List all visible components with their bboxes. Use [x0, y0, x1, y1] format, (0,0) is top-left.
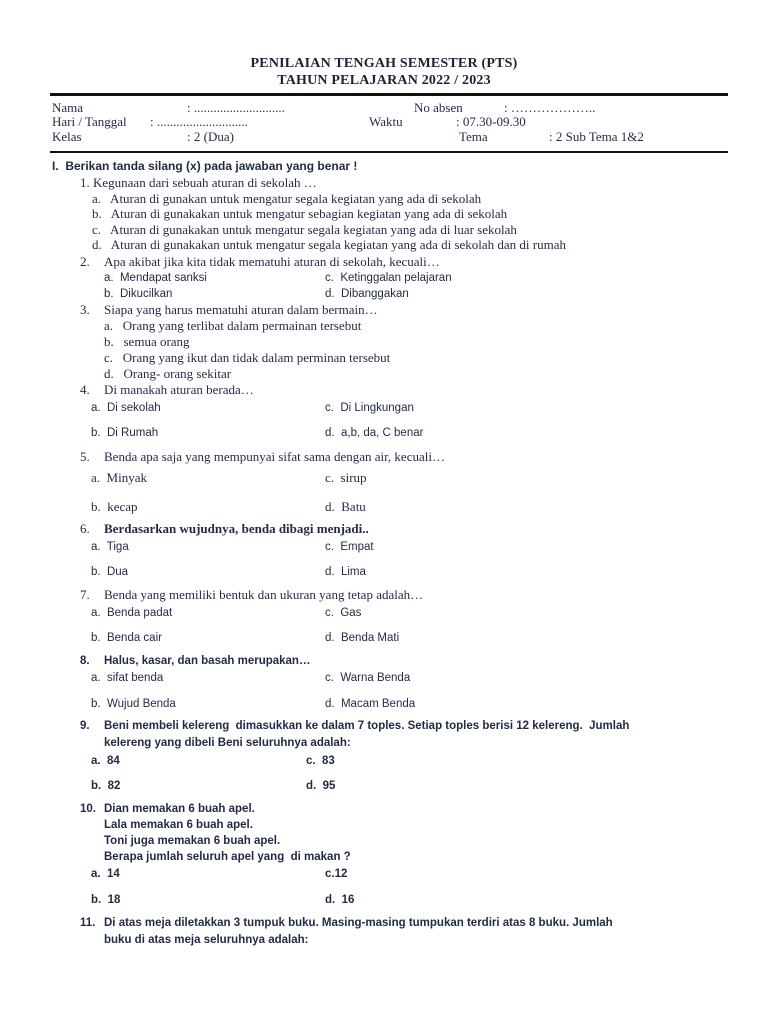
q4-number: 4. [80, 382, 90, 397]
q1-option-c[interactable]: c. Aturan di gunakakan untuk mengatur segala kegiatan yang ada di luar sekolah [92, 222, 517, 237]
q4-option-c[interactable]: c. Di Lingkungan [325, 402, 414, 414]
q6-number: 6. [80, 521, 90, 536]
q8-stem: Halus, kasar, dan basah merupakan… [104, 655, 311, 667]
q9-option-c[interactable]: c. 83 [306, 755, 335, 767]
q10-stem-line-2: Lala memakan 6 buah apel. [104, 819, 253, 831]
q6-option-c[interactable]: c. Empat [325, 541, 374, 553]
q10-stem-line-3: Toni juga memakan 6 buah apel. [104, 835, 281, 847]
q8-option-c[interactable]: c. Warna Benda [325, 672, 411, 684]
q9-stem-line-2: kelereng yang dibeli Beni seluruhnya adalah: [104, 737, 351, 749]
q5-option-a[interactable]: a. Minyak [91, 470, 147, 485]
q7-stem: Benda yang memiliki bentuk dan ukuran yang tetap adalah… [104, 587, 424, 602]
section-instruction: I. Berikan tanda silang (x) pada jawaban yang benar ! [52, 159, 358, 173]
q6-option-a[interactable]: a. Tiga [91, 541, 129, 553]
q10-stem-line-4: Berapa jumlah seluruh apel yang di makan ? [104, 851, 351, 863]
q5-option-b[interactable]: b. kecap [91, 499, 138, 514]
q3-option-a[interactable]: a. Orang yang terlibat dalam permainan tersebut [104, 318, 362, 333]
q2-option-a[interactable]: a. Mendapat sanksi [104, 272, 207, 284]
q7-option-b[interactable]: b. Benda cair [91, 632, 162, 644]
q9-option-d[interactable]: d. 95 [306, 780, 336, 792]
q6-option-b[interactable]: b. Dua [91, 566, 129, 578]
hari-tanggal-field[interactable]: : ............................ [150, 114, 248, 129]
q9-option-b[interactable]: b. 82 [91, 780, 121, 792]
q5-option-c[interactable]: c. sirup [325, 470, 367, 485]
q9-number: 9. [80, 720, 90, 732]
q2-number: 2. [80, 254, 90, 269]
q11-stem-line-2: buku di atas meja seluruhnya adalah: [104, 934, 309, 946]
kelas-value: : 2 (Dua) [187, 129, 234, 144]
q10-stem-line-1: Dian memakan 6 buah apel. [104, 803, 255, 815]
school-year-title: TAHUN PELAJARAN 2022 / 2023 [277, 73, 491, 88]
waktu-value: : 07.30-09.30 [456, 114, 526, 129]
q6-option-d[interactable]: d. Lima [325, 566, 366, 578]
q3-stem: Siapa yang harus mematuhi aturan dalam bermain… [104, 302, 378, 317]
q1-option-d[interactable]: d. Aturan di gunakakan untuk mengatur segala kegiatan yang ada di sekolah dan di rumah [92, 237, 566, 252]
hari-tanggal-label: Hari / Tanggal [52, 114, 127, 129]
q1-option-a[interactable]: a. Aturan di gunakan untuk mengatur segala kegiatan yang ada di sekolah [92, 191, 482, 206]
q1-stem: 1. Kegunaan dari sebuah aturan di sekolah … [80, 175, 317, 190]
q4-option-b[interactable]: b. Di Rumah [91, 427, 159, 439]
q4-option-d[interactable]: d. a,b, da, C benar [325, 427, 424, 439]
q4-stem: Di manakah aturan berada… [104, 382, 254, 397]
q6-stem: Berdasarkan wujudnya, benda dibagi menjadi.. [104, 521, 369, 536]
q7-option-a[interactable]: a. Benda padat [91, 607, 173, 619]
waktu-label: Waktu [369, 114, 403, 129]
q10-option-d[interactable]: d. 16 [325, 894, 355, 906]
nama-label: Nama [52, 100, 84, 115]
q10-option-a[interactable]: a. 14 [91, 868, 120, 880]
kelas-label: Kelas [52, 129, 82, 144]
q2-option-d[interactable]: d. Dibanggakan [325, 288, 409, 300]
q2-stem: Apa akibat jika kita tidak mematuhi aturan di sekolah, kecuali… [104, 254, 440, 269]
q8-option-b[interactable]: b. Wujud Benda [91, 698, 176, 710]
header-rule-top [50, 93, 728, 96]
q8-option-d[interactable]: d. Macam Benda [325, 698, 416, 710]
q11-stem-line-1: Di atas meja diletakkan 3 tumpuk buku. Masing-masing tumpukan terdiri atas 8 buku. Jumlah [104, 917, 613, 929]
q4-option-a[interactable]: a. Di sekolah [91, 402, 161, 414]
q8-number: 8. [80, 655, 90, 667]
q8-option-a[interactable]: a. sifat benda [91, 672, 164, 684]
q5-option-d[interactable]: d. Batu [325, 499, 366, 514]
q11-number: 11. [80, 917, 96, 929]
q9-stem-line-1: Beni membeli kelereng dimasukkan ke dalam 7 toples. Setiap toples berisi 12 kelereng. Jumlah [104, 720, 630, 732]
q5-stem: Benda apa saja yang mempunyai sifat sama dengan air, kecuali… [104, 449, 445, 464]
q7-option-d[interactable]: d. Benda Mati [325, 632, 400, 644]
tema-label: Tema [459, 129, 488, 144]
q7-option-c[interactable]: c. Gas [325, 607, 362, 619]
q1-option-b[interactable]: b. Aturan di gunakakan untuk mengatur sebagian kegiatan yang ada di sekolah [92, 206, 508, 221]
q2-option-b[interactable]: b. Dikucilkan [104, 288, 173, 300]
exam-title: PENILAIAN TENGAH SEMESTER (PTS) [250, 56, 518, 71]
no-absen-label: No absen [414, 100, 463, 115]
q2-option-c[interactable]: c. Ketinggalan pelajaran [325, 272, 452, 284]
q3-option-c[interactable]: c. Orang yang ikut dan tidak dalam perminan tersebut [104, 350, 391, 365]
q9-option-a[interactable]: a. 84 [91, 755, 120, 767]
q10-number: 10. [80, 803, 96, 815]
q3-option-d[interactable]: d. Orang- orang sekitar [104, 366, 232, 381]
tema-value: : 2 Sub Tema 1&2 [549, 129, 644, 144]
no-absen-field[interactable]: : ……………….. [504, 100, 596, 115]
nama-field[interactable]: : ............................ [187, 100, 285, 115]
q7-number: 7. [80, 587, 90, 602]
q10-option-b[interactable]: b. 18 [91, 894, 121, 906]
q5-number: 5. [80, 449, 90, 464]
q3-number: 3. [80, 302, 90, 317]
header-rule-bottom [50, 151, 728, 153]
q10-option-c[interactable]: c.12 [325, 868, 348, 880]
q3-option-b[interactable]: b. semua orang [104, 334, 190, 349]
